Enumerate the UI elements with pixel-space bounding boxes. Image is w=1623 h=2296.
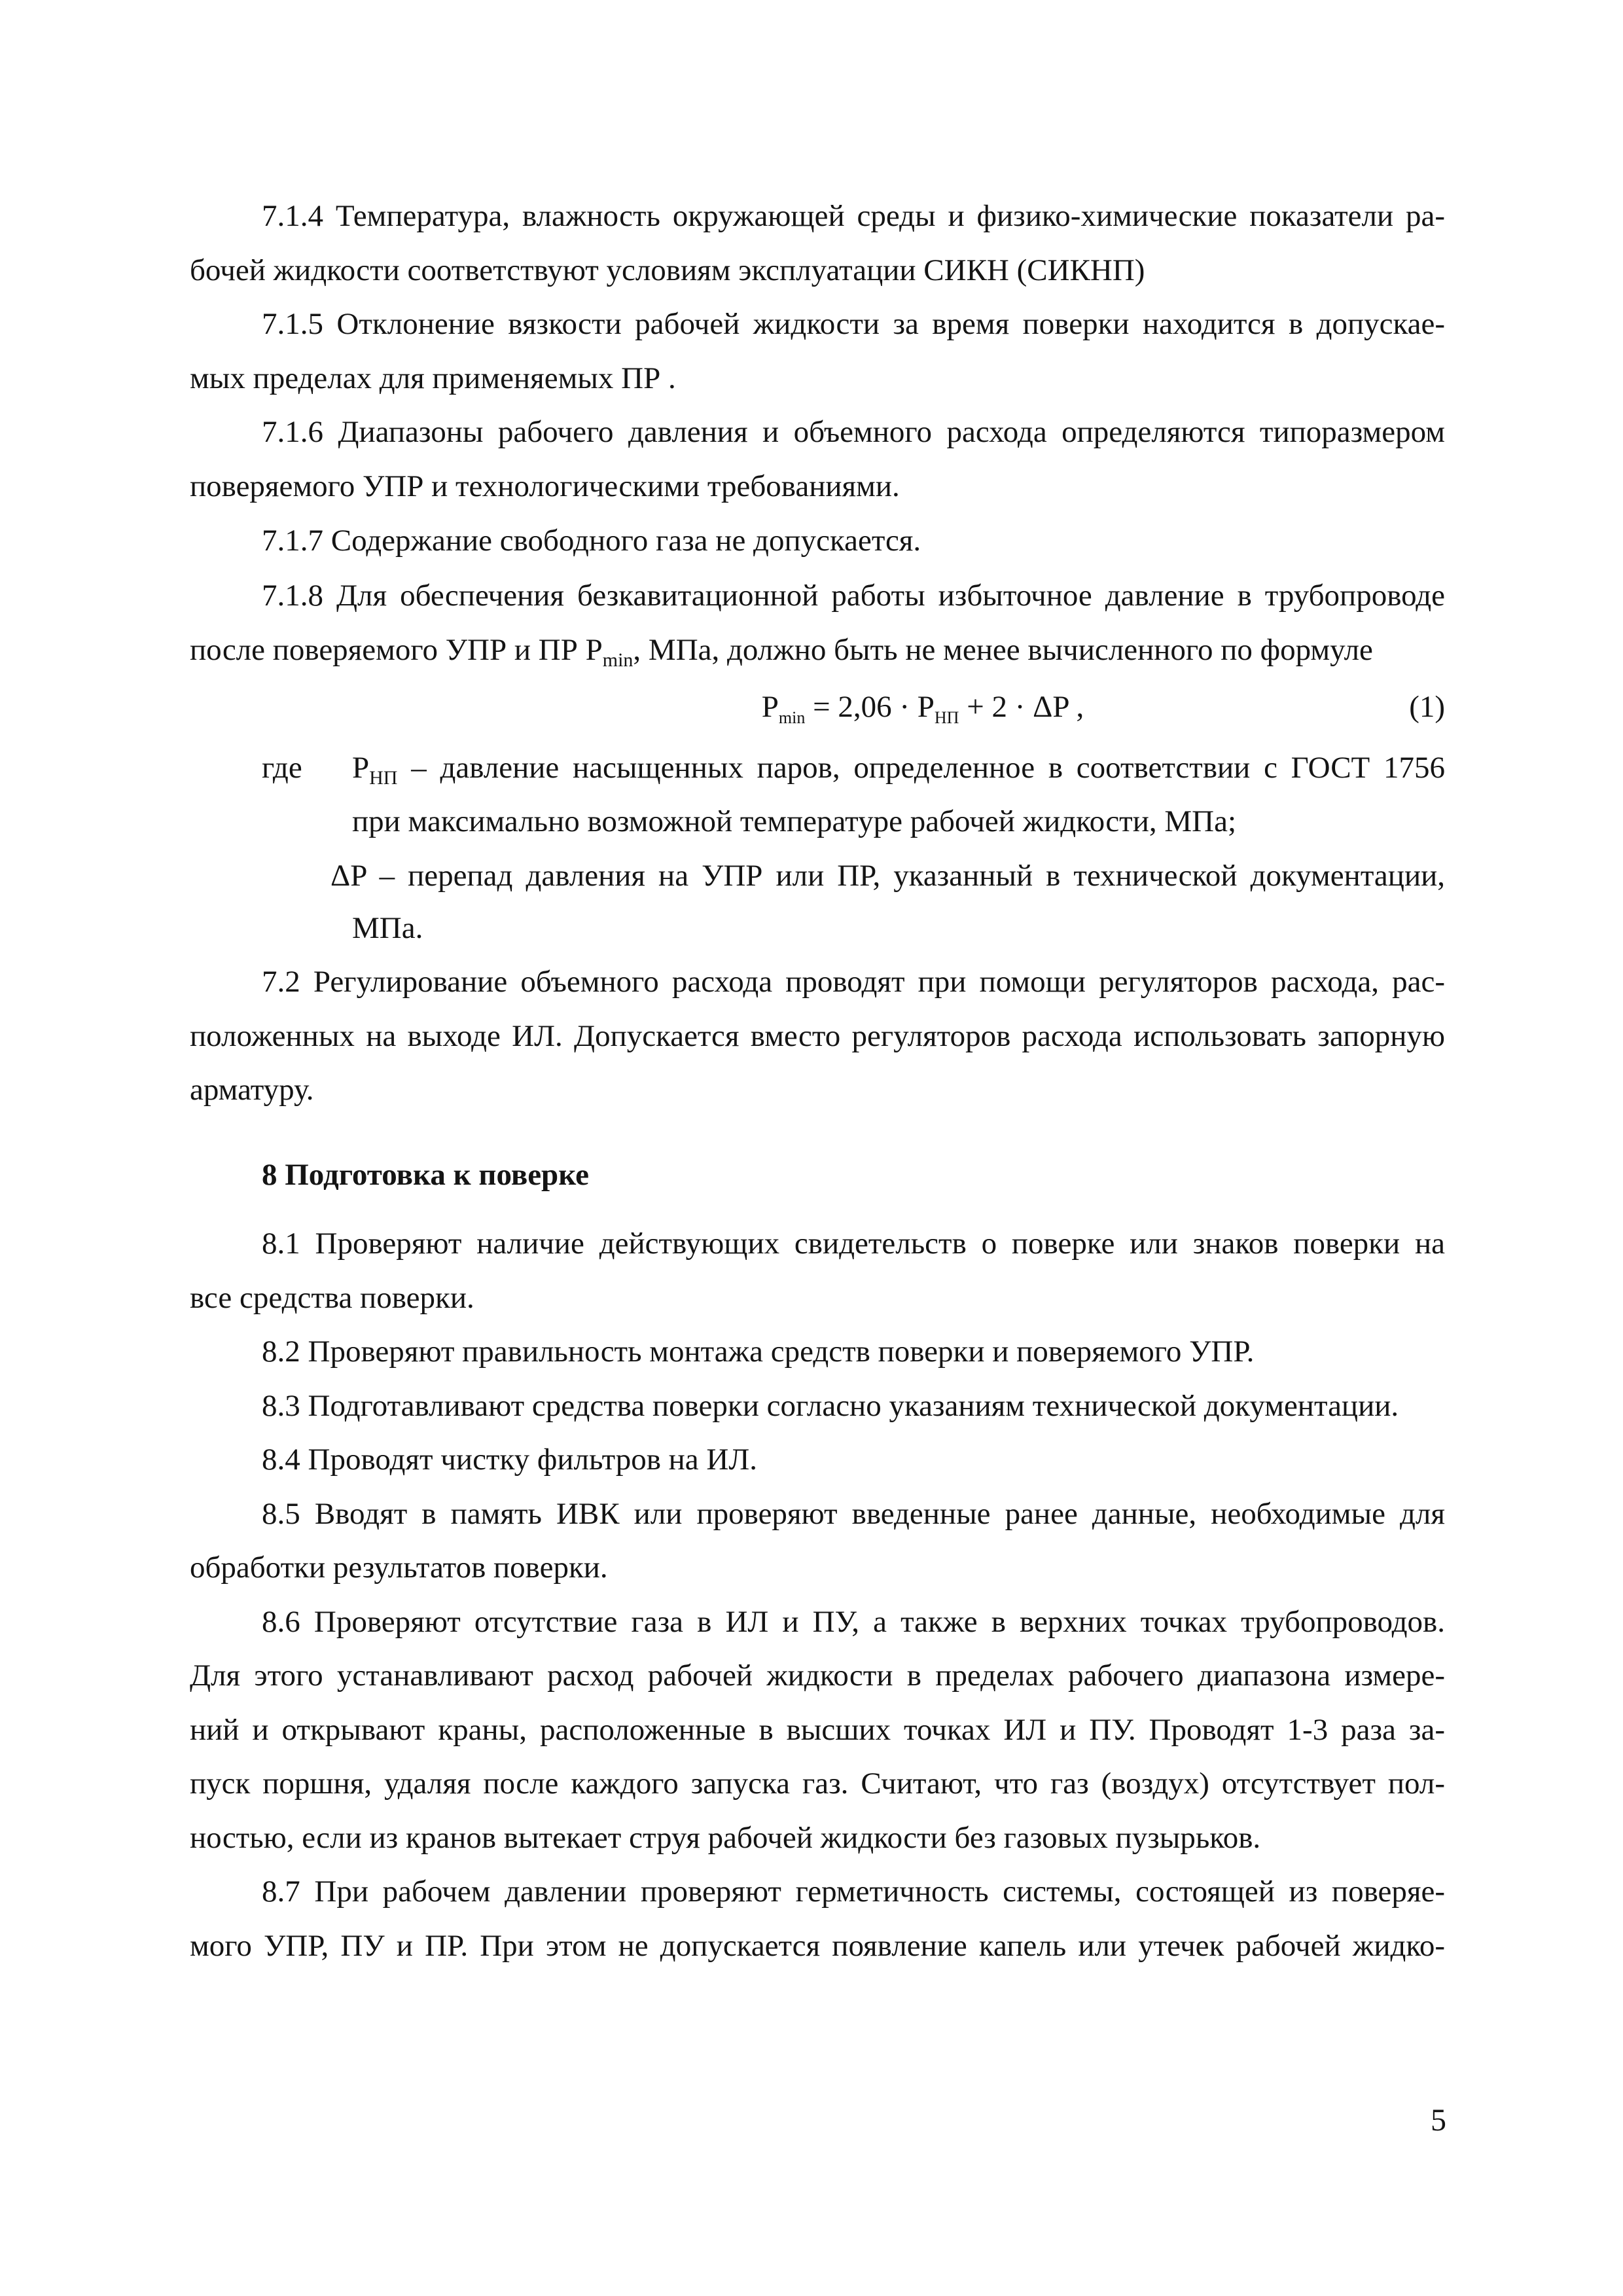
- where-label: где: [262, 751, 302, 785]
- paragraph-8-3: 8.3 Подготавливают средства поверки согласно указаниям технической документации.: [262, 1389, 1399, 1423]
- formula-number: (1): [1409, 690, 1445, 724]
- paragraph-8-7-line-1: 8.7 При рабочем давлении проверяют герметичность системы, состоящей из поверяе-: [262, 1874, 1445, 1909]
- paragraph-8-6-line-4: пуск поршня, удаляя после каждого запуска газ. Считают, что газ (воздух) отсутствует пол-: [190, 1767, 1445, 1801]
- paragraph-8-6-line-5: ностью, если из кранов вытекает струя рабочей жидкости без газовых пузырьков.: [190, 1821, 1261, 1855]
- paragraph-8-6-line-1: 8.6 Проверяют отсутствие газа в ИЛ и ПУ, а также в верхних точках трубопроводов.: [262, 1605, 1445, 1639]
- paragraph-7-1-5-line-1: 7.1.5 Отклонение вязкости рабочей жидкости за время поверки находится в допускае-: [262, 307, 1445, 341]
- paragraph-8-5-line-1: 8.5 Вводят в память ИВК или проверяют введенные ранее данные, необходимые для: [262, 1497, 1445, 1531]
- paragraph-8-6-line-3: ний и открывают краны, расположенные в высших точках ИЛ и ПУ. Проводят 1-3 раза за-: [190, 1713, 1445, 1747]
- where-pnp-line-1: $P_{НП}$ – давление насыщенных паров, определенное в соответствии с ГОСТ 1756: [352, 751, 1445, 789]
- formula-expression: $P_{min} = 2,06 \cdot P_{НП} + 2 \cdot \Delta P$ ,: [761, 690, 1084, 727]
- where-dp-line-1: ΔP – перепад давления на УПР или ПР, указанный в технической документации,: [330, 859, 1445, 893]
- paragraph-7-1-8-line-2: после поверяемого УПР и ПР $P_{min}$, МПа, должно быть не менее вычисленного по формуле: [190, 633, 1373, 671]
- where-pnp-line-2: при максимально возможной температуре рабочей жидкости, МПа;: [352, 804, 1237, 838]
- section-8-heading: 8 Подготовка к поверке: [262, 1158, 589, 1192]
- paragraph-8-6-line-2: Для этого устанавливают расход рабочей жидкости в пределах рабочего диапазона измере-: [190, 1659, 1445, 1693]
- paragraph-8-1-line-1: 8.1 Проверяют наличие действующих свидетельств о поверке или знаков поверки на: [262, 1227, 1445, 1261]
- paragraph-8-4: 8.4 Проводят чистку фильтров на ИЛ.: [262, 1443, 757, 1477]
- paragraph-7-1-4-line-1: 7.1.4 Температура, влажность окружающей среды и физико-химические показатели ра-: [262, 199, 1445, 233]
- paragraph-7-2-line-3: арматуру.: [190, 1073, 314, 1107]
- formula-row: [190, 687, 1445, 733]
- paragraph-7-1-4-line-2: бочей жидкости соответствуют условиям эксплуатации СИКН (СИКНП): [190, 253, 1145, 287]
- paragraph-7-1-6-line-2: поверяемого УПР и технологическими требованиями.: [190, 469, 900, 503]
- paragraph-7-2-line-1: 7.2 Регулирование объемного расхода проводят при помощи регуляторов расхода, рас-: [262, 965, 1445, 999]
- paragraph-7-2-line-2: положенных на выходе ИЛ. Допускается вместо регуляторов расхода использовать запорную: [190, 1019, 1445, 1053]
- paragraph-8-7-line-2: мого УПР, ПУ и ПР. При этом не допускается появление капель или утечек рабочей жидко-: [190, 1929, 1445, 1963]
- paragraph-8-2: 8.2 Проверяют правильность монтажа средств поверки и поверяемого УПР.: [262, 1335, 1255, 1369]
- paragraph-8-5-line-2: обработки результатов поверки.: [190, 1551, 608, 1585]
- page-number: 5: [1431, 2103, 1446, 2138]
- paragraph-8-1-line-2: все средства поверки.: [190, 1281, 474, 1315]
- paragraph-7-1-8-line-1: 7.1.8 Для обеспечения безкавитационной работы избыточное давление в трубопроводе: [262, 579, 1445, 613]
- paragraph-7-1-6-line-1: 7.1.6 Диапазоны рабочего давления и объемного расхода определяются типоразмером: [262, 415, 1445, 449]
- paragraph-7-1-5-line-2: мых пределах для применяемых ПР .: [190, 361, 676, 395]
- where-dp-line-2: МПа.: [352, 911, 423, 945]
- paragraph-7-1-7: 7.1.7 Содержание свободного газа не допускается.: [262, 524, 921, 558]
